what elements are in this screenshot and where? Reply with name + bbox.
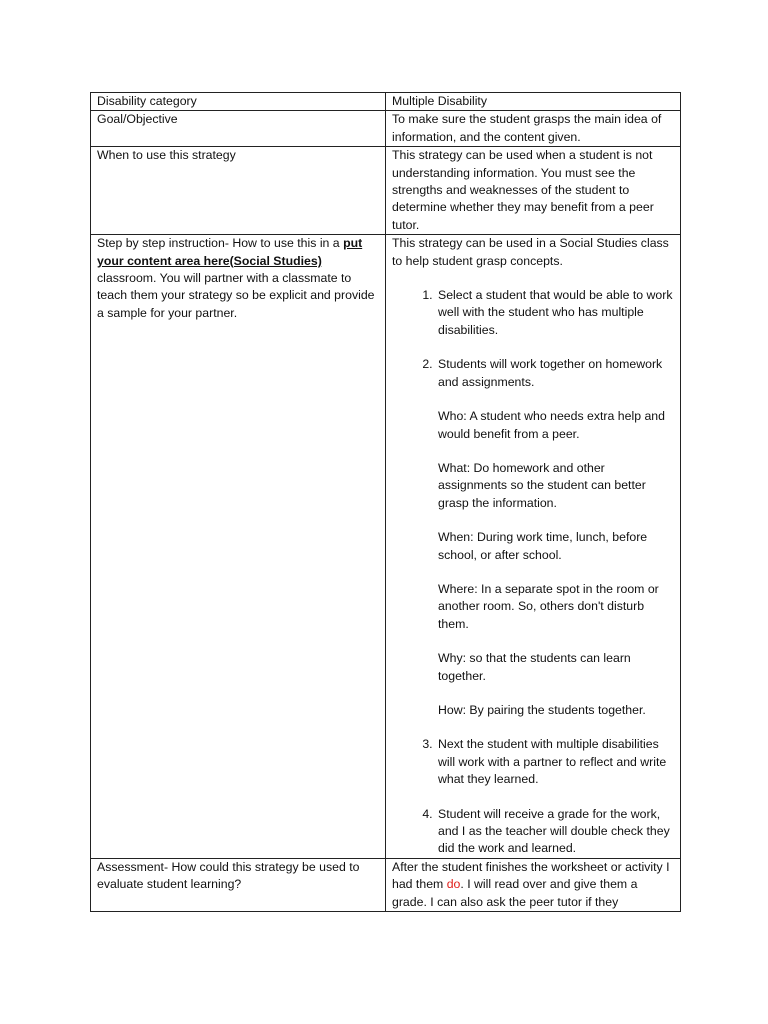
step-detail-who: Who: A student who needs extra help and would benefit from a peer.: [438, 409, 665, 441]
steps-label: [91, 235, 386, 859]
when-value: This strategy can be used when a student is not understanding information. You must see the strengths and weaknesses of the student to determine whether they may benefit from a peer tutor.: [386, 147, 681, 235]
step-detail-when: When: During work time, lunch, before school, or after school.: [438, 530, 648, 562]
goal-label: Goal/Objective: [91, 111, 386, 147]
when-label: When to use this strategy: [91, 147, 386, 235]
assessment-label: Assessment- How could this strategy be used to evaluate student learning?: [91, 858, 386, 911]
table-row-category: [91, 93, 681, 111]
assessment-highlight: do: [446, 877, 461, 892]
step-text: Student will receive a grade for the work, and I as the teacher will double check they did the work and learned.: [438, 806, 670, 856]
assessment-text-part2: . I will read over and give them a grade. I can also ask the peer tutor if they: [392, 877, 638, 909]
table-row-assessment: [91, 858, 681, 911]
table-row-when: [91, 147, 681, 235]
steps-label-prefix: Step by step instruction- How to use this in a: [97, 236, 344, 251]
step-detail-why: Why: so that the students can learn together.: [438, 651, 631, 683]
list-item: [436, 806, 674, 858]
table-row-goal: [91, 111, 681, 147]
goal-value: To make sure the student grasps the main idea of information, and the content given.: [386, 111, 681, 147]
category-label: Disability category: [91, 93, 386, 111]
assessment-value: [386, 858, 681, 911]
list-item: [436, 356, 674, 719]
assessment-text-part1: After the student finishes the worksheet or activity I had them: [392, 859, 670, 892]
step-detail-where: Where: In a separate spot in the room or another room. So, others don't disturb them.: [438, 581, 659, 631]
steps-value: [386, 235, 681, 859]
steps-label-content-area: put your content area here(Social Studies): [97, 236, 363, 268]
list-item: [436, 287, 674, 339]
list-item: [436, 736, 674, 788]
step-detail-how: How: By pairing the students together.: [438, 702, 646, 717]
step-text: Next the student with multiple disabilities will work with a partner to reflect and write what they learned.: [438, 737, 667, 787]
steps-list: [392, 287, 674, 858]
steps-label-suffix: classroom. You will partner with a classmate to teach them your strategy so be explicit and provide a sample for your partner.: [97, 271, 375, 320]
step-detail-what: What: Do homework and other assignments so the student can better grasp the information.: [438, 460, 646, 510]
strategy-table: [90, 92, 681, 912]
steps-intro: This strategy can be used in a Social Studies class to help student grasp concepts.: [392, 236, 669, 268]
step-text: Students will work together on homework and assignments.: [438, 357, 663, 389]
table-row-steps: [91, 235, 681, 859]
category-value: Multiple Disability: [386, 93, 681, 111]
step-text: Select a student that would be able to work well with the student who has multiple disabilities.: [438, 288, 673, 337]
